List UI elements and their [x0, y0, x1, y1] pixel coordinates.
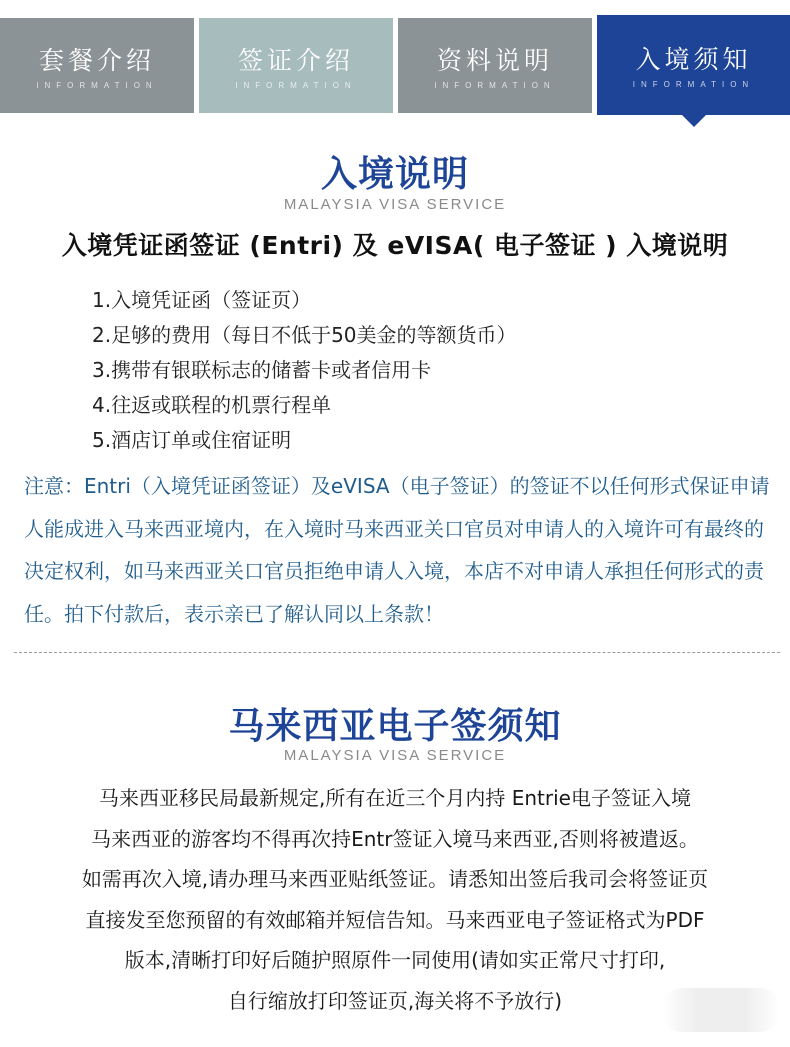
- section-subtitle-entry: MALAYSIA VISA SERVICE: [283, 196, 507, 213]
- list-item: 5.酒店订单或住宿证明: [92, 428, 292, 452]
- entry-headline: 入境凭证函签证 (Entri) 及 eVISA( 电子签证 ) 入境说明: [61, 231, 729, 260]
- tab-bar: [0, 0, 790, 130]
- tab-subtitle: INFORMATION: [632, 80, 755, 89]
- body-line: 自行缩放打印签证页,海关将不予放行): [227, 988, 563, 1013]
- requirements-list: [92, 283, 517, 458]
- list-item: 4.往返或联程的机票行程单: [92, 393, 332, 417]
- tab-subtitle: INFORMATION: [434, 80, 556, 90]
- body-line: 马来西亚移民局最新规定,所有在近三个月内持 Entrie电子签证入境: [99, 786, 691, 810]
- body-line: 马来西亚的游客均不得再次持Entr签证入境马来西亚,否则将被遣返。: [91, 826, 699, 851]
- list-item: 2.足够的费用（每日不低于50美金的等额货币）: [92, 323, 517, 347]
- tab-package-intro[interactable]: [0, 18, 194, 113]
- tab-subtitle: INFORMATION: [235, 80, 357, 90]
- body-line: 直接发至您预留的有效邮箱并短信告知。马来西亚电子签证格式为PDF: [85, 907, 705, 932]
- section-title-entry: 入境说明: [320, 154, 469, 195]
- disclaimer-notice: 注意：Entri（入境凭证函签证）及eVISA（电子签证）的签证不以任何形式保证申请人能成进入马来西亚境内，在入境时马来西亚关口官员对申请人的入境许可有最终的决定权利，如马来西亚关口官员拒绝申请人入境，本店不对申请人承担任何形式的责任。拍下付款后，表示亲已了解认同以上条款！: [24, 474, 770, 626]
- section-title-evisa: 马来西亚电子签须知: [228, 706, 562, 747]
- active-tab-pointer: [681, 114, 707, 127]
- tab-title: 签证介绍: [237, 45, 354, 75]
- tab-title: 资料说明: [436, 45, 553, 75]
- tab-documents[interactable]: [398, 18, 592, 113]
- list-item: 1.入境凭证函（签证页）: [92, 288, 312, 312]
- evisa-notice-body: [0, 778, 790, 1021]
- body-line: 版本,清晰打印好后随护照原件一同使用(请如实正常尺寸打印,: [124, 948, 666, 972]
- dashed-divider: [14, 652, 780, 653]
- tab-visa-intro[interactable]: [199, 18, 393, 113]
- tab-entry-notice[interactable]: [597, 15, 790, 115]
- list-item: 3.携带有银联标志的储蓄卡或者信用卡: [92, 358, 432, 382]
- tab-title: 入境须知: [635, 45, 752, 74]
- tab-subtitle: INFORMATION: [36, 80, 158, 90]
- watermark-blur: [662, 988, 780, 1032]
- body-line: 如需再次入境,请办理马来西亚贴纸签证。请悉知出签后我司会将签证页: [81, 867, 709, 891]
- tab-title: 套餐介绍: [38, 45, 155, 75]
- section-subtitle-evisa: MALAYSIA VISA SERVICE: [283, 747, 507, 764]
